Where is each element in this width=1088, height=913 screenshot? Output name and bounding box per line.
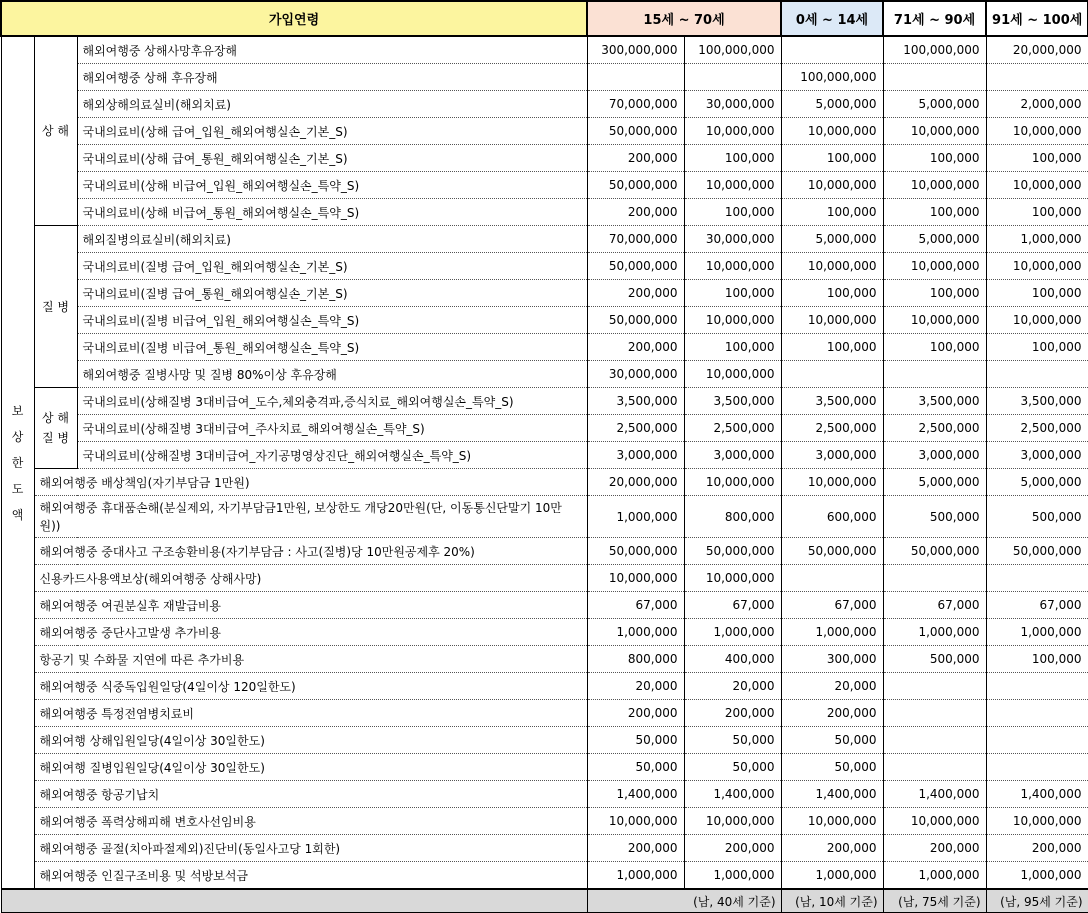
amount-cell: 10,000,000	[684, 253, 781, 280]
amount-cell	[883, 727, 986, 754]
amount-cell: 200,000	[587, 145, 684, 172]
amount-cell	[883, 700, 986, 727]
amount-cell: 100,000	[883, 334, 986, 361]
amount-cell: 50,000,000	[587, 307, 684, 334]
table-row	[1, 199, 1088, 226]
col-header-15-70: 15세 ~ 70세	[587, 1, 781, 36]
coverage-item: 해외여행중 중대사고 구조송환비용(자기부담금 : 사고(질병)당 10만원공제후 20%)	[34, 538, 587, 565]
amount-cell: 100,000	[883, 145, 986, 172]
amount-cell: 1,000,000	[684, 619, 781, 646]
group-label: 상 해 질 병	[34, 388, 77, 469]
table-row	[1, 442, 1088, 469]
amount-cell: 2,500,000	[986, 415, 1088, 442]
amount-cell: 10,000,000	[684, 469, 781, 496]
coverage-item: 국내의료비(상해질병 3대비급여_도수,체외충격파,증식치료_해외여행실손_특약_S)	[77, 388, 587, 415]
coverage-item: 해외여행중 폭력상해피해 변호사선임비용	[34, 808, 587, 835]
amount-cell: 100,000,000	[684, 36, 781, 64]
amount-cell	[986, 700, 1088, 727]
amount-cell: 100,000	[684, 334, 781, 361]
amount-cell: 10,000,000	[986, 307, 1088, 334]
amount-cell: 1,400,000	[684, 781, 781, 808]
amount-cell: 1,000,000	[684, 862, 781, 890]
coverage-item: 해외여행중 질병사망 및 질병 80%이상 후유장해	[77, 361, 587, 388]
table-row	[1, 172, 1088, 199]
amount-cell: 10,000,000	[781, 118, 883, 145]
table-row	[1, 469, 1088, 496]
amount-cell: 10,000,000	[781, 253, 883, 280]
amount-cell: 5,000,000	[883, 469, 986, 496]
coverage-item: 해외여행 질병입원일당(4일이상 30일한도)	[34, 754, 587, 781]
side-label	[1, 36, 34, 889]
amount-cell: 200,000	[587, 700, 684, 727]
amount-cell: 100,000	[883, 280, 986, 307]
amount-cell: 10,000,000	[883, 307, 986, 334]
amount-cell	[781, 361, 883, 388]
amount-cell	[883, 565, 986, 592]
table-row	[1, 496, 1088, 538]
amount-cell	[781, 36, 883, 64]
coverage-item: 국내의료비(질병 급여_통원_해외여행실손_기본_S)	[77, 280, 587, 307]
amount-cell: 2,500,000	[883, 415, 986, 442]
amount-cell: 1,400,000	[781, 781, 883, 808]
amount-cell: 3,000,000	[587, 442, 684, 469]
amount-cell: 100,000	[781, 334, 883, 361]
amount-cell: 67,000	[883, 592, 986, 619]
amount-cell	[986, 361, 1088, 388]
amount-cell	[883, 673, 986, 700]
amount-cell: 200,000	[684, 700, 781, 727]
coverage-item: 신용카드사용액보상(해외여행중 상해사망)	[34, 565, 587, 592]
amount-cell: 1,000,000	[986, 226, 1088, 253]
amount-cell: 200,000	[587, 835, 684, 862]
amount-cell: 5,000,000	[781, 91, 883, 118]
amount-cell: 50,000,000	[587, 118, 684, 145]
coverage-item: 해외여행중 휴대품손해(분실제외, 자기부담금1만원, 보상한도 개당20만원(단, 이동통신단말기 10만원))	[34, 496, 587, 538]
amount-cell: 20,000	[684, 673, 781, 700]
amount-cell: 200,000	[781, 700, 883, 727]
table-row	[1, 118, 1088, 145]
amount-cell: 10,000,000	[684, 361, 781, 388]
amount-cell: 100,000	[684, 199, 781, 226]
table-row	[1, 280, 1088, 307]
amount-cell: 50,000	[684, 727, 781, 754]
amount-cell: 100,000,000	[781, 64, 883, 91]
amount-cell	[883, 64, 986, 91]
amount-cell: 50,000	[781, 754, 883, 781]
amount-cell: 20,000,000	[587, 469, 684, 496]
age-header: 가입연령	[1, 1, 587, 36]
amount-cell: 50,000	[587, 754, 684, 781]
table-row	[1, 619, 1088, 646]
table-row	[1, 91, 1088, 118]
amount-cell: 1,000,000	[587, 496, 684, 538]
amount-cell: 10,000,000	[883, 118, 986, 145]
amount-cell: 500,000	[986, 496, 1088, 538]
amount-cell: 1,000,000	[781, 862, 883, 890]
coverage-item: 국내의료비(상해 비급여_입원_해외여행실손_특약_S)	[77, 172, 587, 199]
coverage-item: 해외여행중 배상책임(자기부담금 1만원)	[34, 469, 587, 496]
table-row	[1, 592, 1088, 619]
amount-cell: 100,000	[781, 199, 883, 226]
table-row	[1, 646, 1088, 673]
table-row	[1, 565, 1088, 592]
footer-basis-91-100: (남, 95세 기준)	[986, 889, 1088, 913]
amount-cell: 50,000,000	[684, 538, 781, 565]
amount-cell: 10,000,000	[781, 808, 883, 835]
amount-cell: 30,000,000	[587, 361, 684, 388]
coverage-item: 해외여행중 항공기납치	[34, 781, 587, 808]
amount-cell	[883, 754, 986, 781]
coverage-item: 국내의료비(상해 비급여_통원_해외여행실손_특약_S)	[77, 199, 587, 226]
amount-cell: 10,000,000	[684, 307, 781, 334]
table-row	[1, 388, 1088, 415]
footer-basis-71-90: (남, 75세 기준)	[883, 889, 986, 913]
amount-cell: 67,000	[684, 592, 781, 619]
amount-cell: 100,000	[684, 280, 781, 307]
coverage-item: 해외여행중 중단사고발생 추가비용	[34, 619, 587, 646]
table-row	[1, 862, 1088, 890]
col-header-0-14: 0세 ~ 14세	[781, 1, 883, 36]
footer-basis-15-70: (남, 40세 기준)	[587, 889, 781, 913]
amount-cell: 1,000,000	[986, 862, 1088, 890]
amount-cell: 10,000,000	[883, 808, 986, 835]
table-row	[1, 673, 1088, 700]
amount-cell	[986, 565, 1088, 592]
amount-cell	[684, 64, 781, 91]
group-label: 질 병	[34, 226, 77, 388]
amount-cell: 1,400,000	[883, 781, 986, 808]
amount-cell: 67,000	[986, 592, 1088, 619]
amount-cell: 50,000	[684, 754, 781, 781]
footer-basis-0-14: (남, 10세 기준)	[781, 889, 883, 913]
coverage-item: 국내의료비(질병 급여_입원_해외여행실손_기본_S)	[77, 253, 587, 280]
amount-cell: 5,000,000	[883, 226, 986, 253]
coverage-item: 국내의료비(상해 급여_입원_해외여행실손_기본_S)	[77, 118, 587, 145]
amount-cell: 100,000	[986, 334, 1088, 361]
amount-cell: 100,000	[986, 199, 1088, 226]
amount-cell: 3,500,000	[781, 388, 883, 415]
table-row	[1, 835, 1088, 862]
amount-cell: 10,000,000	[986, 118, 1088, 145]
amount-cell	[587, 64, 684, 91]
amount-cell	[986, 727, 1088, 754]
coverage-item: 국내의료비(질병 비급여_통원_해외여행실손_특약_S)	[77, 334, 587, 361]
amount-cell: 10,000,000	[684, 565, 781, 592]
amount-cell: 1,000,000	[883, 862, 986, 890]
amount-cell: 50,000,000	[587, 253, 684, 280]
amount-cell: 50,000	[781, 727, 883, 754]
amount-cell: 30,000,000	[684, 91, 781, 118]
amount-cell: 10,000,000	[986, 172, 1088, 199]
coverage-item: 항공기 및 수화물 지연에 따른 추가비용	[34, 646, 587, 673]
table-row	[1, 253, 1088, 280]
table-row	[1, 307, 1088, 334]
coverage-item: 해외상해의료실비(해외치료)	[77, 91, 587, 118]
amount-cell	[781, 565, 883, 592]
amount-cell: 10,000,000	[883, 172, 986, 199]
amount-cell: 1,400,000	[986, 781, 1088, 808]
amount-cell: 3,500,000	[587, 388, 684, 415]
amount-cell	[986, 64, 1088, 91]
amount-cell: 10,000,000	[781, 307, 883, 334]
coverage-item: 국내의료비(질병 비급여_입원_해외여행실손_특약_S)	[77, 307, 587, 334]
table-row	[1, 334, 1088, 361]
coverage-item: 해외여행 상해입원일당(4일이상 30일한도)	[34, 727, 587, 754]
col-header-71-90: 71세 ~ 90세	[883, 1, 986, 36]
amount-cell: 67,000	[781, 592, 883, 619]
amount-cell: 200,000	[587, 199, 684, 226]
amount-cell: 10,000,000	[587, 565, 684, 592]
amount-cell: 100,000	[781, 145, 883, 172]
amount-cell: 200,000	[883, 835, 986, 862]
amount-cell: 100,000,000	[883, 36, 986, 64]
amount-cell: 1,000,000	[781, 619, 883, 646]
amount-cell: 50,000,000	[883, 538, 986, 565]
amount-cell: 2,500,000	[587, 415, 684, 442]
amount-cell: 100,000	[781, 280, 883, 307]
amount-cell: 300,000	[781, 646, 883, 673]
table-row	[1, 415, 1088, 442]
amount-cell: 300,000,000	[587, 36, 684, 64]
amount-cell: 2,500,000	[684, 415, 781, 442]
amount-cell: 10,000,000	[986, 808, 1088, 835]
group-label: 상 해	[34, 36, 77, 226]
coverage-item: 해외여행중 상해 후유장해	[77, 64, 587, 91]
table-row	[1, 700, 1088, 727]
amount-cell: 10,000,000	[781, 469, 883, 496]
coverage-item: 해외여행중 골절(치아파절제외)진단비(동일사고당 1회한)	[34, 835, 587, 862]
amount-cell: 70,000,000	[587, 226, 684, 253]
amount-cell	[986, 754, 1088, 781]
amount-cell: 20,000,000	[986, 36, 1088, 64]
amount-cell: 400,000	[684, 646, 781, 673]
amount-cell: 10,000,000	[587, 808, 684, 835]
amount-cell: 3,000,000	[986, 442, 1088, 469]
table-row	[1, 145, 1088, 172]
amount-cell: 3,500,000	[883, 388, 986, 415]
table-row	[1, 226, 1088, 253]
amount-cell: 50,000,000	[781, 538, 883, 565]
amount-cell: 10,000,000	[684, 808, 781, 835]
coverage-item: 해외여행중 인질구조비용 및 석방보석금	[34, 862, 587, 890]
table-row	[1, 754, 1088, 781]
amount-cell: 3,000,000	[883, 442, 986, 469]
coverage-item: 국내의료비(상해질병 3대비급여_주사치료_해외여행실손_특약_S)	[77, 415, 587, 442]
amount-cell: 5,000,000	[883, 91, 986, 118]
col-header-91-100: 91세 ~ 100세	[986, 1, 1088, 36]
footer-blank	[1, 889, 587, 913]
footer-row	[1, 889, 1088, 913]
amount-cell: 10,000,000	[883, 253, 986, 280]
header-row	[1, 1, 1088, 36]
amount-cell: 200,000	[781, 835, 883, 862]
amount-cell: 10,000,000	[684, 172, 781, 199]
amount-cell: 10,000,000	[781, 172, 883, 199]
coverage-item: 해외질병의료실비(해외치료)	[77, 226, 587, 253]
amount-cell: 100,000	[684, 145, 781, 172]
table-row	[1, 36, 1088, 64]
amount-cell: 3,000,000	[781, 442, 883, 469]
amount-cell	[986, 673, 1088, 700]
amount-cell: 3,500,000	[986, 388, 1088, 415]
amount-cell: 67,000	[587, 592, 684, 619]
amount-cell: 30,000,000	[684, 226, 781, 253]
amount-cell: 10,000,000	[684, 118, 781, 145]
amount-cell: 200,000	[684, 835, 781, 862]
amount-cell: 5,000,000	[781, 226, 883, 253]
amount-cell: 200,000	[587, 334, 684, 361]
amount-cell: 50,000	[587, 727, 684, 754]
amount-cell: 600,000	[781, 496, 883, 538]
amount-cell: 20,000	[587, 673, 684, 700]
coverage-item: 국내의료비(상해질병 3대비급여_자기공명영상진단_해외여행실손_특약_S)	[77, 442, 587, 469]
amount-cell: 1,400,000	[587, 781, 684, 808]
table-row	[1, 727, 1088, 754]
amount-cell: 1,000,000	[986, 619, 1088, 646]
amount-cell: 100,000	[883, 199, 986, 226]
amount-cell: 800,000	[684, 496, 781, 538]
amount-cell: 800,000	[587, 646, 684, 673]
coverage-item: 해외여행중 여권분실후 재발급비용	[34, 592, 587, 619]
amount-cell: 5,000,000	[986, 469, 1088, 496]
amount-cell: 100,000	[986, 145, 1088, 172]
coverage-item: 해외여행중 특정전염병치료비	[34, 700, 587, 727]
amount-cell: 500,000	[883, 646, 986, 673]
coverage-item: 국내의료비(상해 급여_통원_해외여행실손_기본_S)	[77, 145, 587, 172]
amount-cell: 10,000,000	[986, 253, 1088, 280]
coverage-item: 해외여행중 식중독입원일당(4일이상 120일한도)	[34, 673, 587, 700]
table-row	[1, 781, 1088, 808]
coverage-item: 해외여행중 상해사망후유장해	[77, 36, 587, 64]
amount-cell: 2,500,000	[781, 415, 883, 442]
amount-cell: 1,000,000	[883, 619, 986, 646]
table-row	[1, 538, 1088, 565]
amount-cell: 50,000,000	[587, 172, 684, 199]
amount-cell: 2,000,000	[986, 91, 1088, 118]
amount-cell: 3,500,000	[684, 388, 781, 415]
amount-cell: 1,000,000	[587, 619, 684, 646]
side-label-text: 보상한도액	[11, 403, 24, 522]
amount-cell	[883, 361, 986, 388]
amount-cell: 500,000	[883, 496, 986, 538]
table-row	[1, 64, 1088, 91]
amount-cell: 1,000,000	[587, 862, 684, 890]
table-row	[1, 361, 1088, 388]
amount-cell: 3,000,000	[684, 442, 781, 469]
amount-cell: 50,000,000	[587, 538, 684, 565]
amount-cell: 20,000	[781, 673, 883, 700]
amount-cell: 50,000,000	[986, 538, 1088, 565]
table-row	[1, 808, 1088, 835]
amount-cell: 100,000	[986, 280, 1088, 307]
amount-cell: 200,000	[587, 280, 684, 307]
amount-cell: 200,000	[986, 835, 1088, 862]
amount-cell: 100,000	[986, 646, 1088, 673]
amount-cell: 70,000,000	[587, 91, 684, 118]
